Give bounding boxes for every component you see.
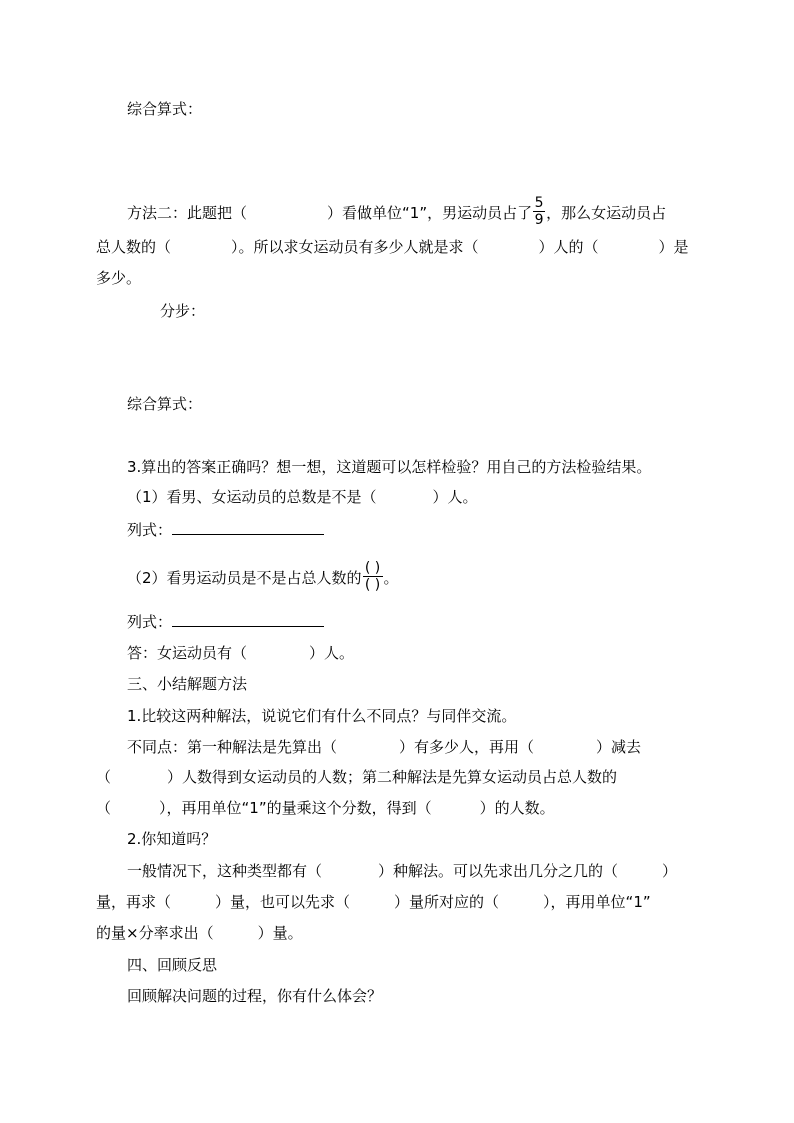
text-seg: ）人。 [309,644,355,662]
formula-underline-field[interactable] [172,520,324,535]
text-seg: ）人。 [432,488,478,506]
method-two-text-c: ，那么女运动员占 [546,204,667,222]
difference-line-1 [127,737,641,757]
did-you-know-line-1 [127,861,677,881]
text-seg: 量，再求（ [96,893,172,911]
text-seg: ）有多少人，再用（ [399,738,535,756]
blank-fraction[interactable] [363,561,383,592]
text-seg: 答：女运动员有（ [127,644,248,662]
formula-underline-field[interactable] [172,612,324,627]
section-3-heading: 三、小结解题方法 [127,675,248,693]
text-seg: ）。所以求女运动员有多少人就是求（ [231,238,479,256]
difference-line-3 [96,798,555,818]
text-seg: （ [96,799,112,817]
text-seg: ），再用单位“1” [543,893,651,911]
section-4-heading: 四、回顾反思 [127,956,218,974]
text-seg: ）人数得到女运动员的人数；第二种解法是先算女运动员占总人数的 [167,768,618,786]
formula-line-2 [127,612,324,632]
fraction-denominator: 9 [534,212,544,228]
text-seg: 总人数的（ [96,238,172,256]
text-seg: ）的人数。 [479,799,555,817]
text-seg: 。 [383,569,399,587]
did-you-know-line-3 [96,923,303,943]
text-seg: （1）看男、女运动员的总数是不是（ [127,488,377,506]
text-seg: （ [96,768,112,786]
fraction-denominator-blank: ( ) [364,577,381,593]
answer-line [127,643,354,663]
text-seg: ）是 [658,238,689,256]
fraction-five-ninths [533,196,545,227]
text-seg: （2）看男运动员是不是占总人数的 [127,569,362,587]
fraction-numerator-blank: ( ) [364,560,381,576]
method-two-text-b: ）看做单位“1”，男运动员占了 [327,204,533,222]
method-two-line-3: 多少。 [96,269,142,287]
formula-label: 列式： [127,613,173,631]
text-seg: ）种解法。可以先求出几分之几的（ [378,862,619,880]
did-you-know-line-2 [96,892,651,912]
method-two-text-a: 方法二：此题把（ [127,204,248,222]
check-item-1 [127,487,478,507]
text-seg: ）量，也可以先求（ [215,893,351,911]
reflection-question: 回顾解决问题的过程，你有什么体会？ [127,987,383,1005]
check-item-2 [127,560,399,594]
text-seg: ） [662,862,678,880]
text-seg: ）量。 [257,924,303,942]
comprehensive-formula-label-1: 综合算式： [127,100,203,118]
text-seg: ）量所对应的（ [394,893,500,911]
text-seg: 一般情况下，这种类型都有（ [127,862,323,880]
comprehensive-formula-label-2: 综合算式： [127,395,203,413]
step-by-step-label: 分步： [160,302,206,320]
difference-line-2 [96,767,617,787]
method-two-line [127,195,667,229]
text-seg: 的量×分率求出（ [96,924,214,942]
question-3-heading: 3.算出的答案正确吗？想一想，这道题可以怎样检验？用自己的方法检验结果。 [127,458,652,476]
did-you-know-heading: 2.你知道吗？ [127,830,217,848]
formula-label: 列式： [127,521,173,539]
text-seg: ）减去 [596,738,642,756]
summary-question-1: 1.比较这两种解法，说说它们有什么不同点？与同伴交流。 [127,707,517,725]
text-seg: ），再用单位“1”的量乘这个分数，得到（ [159,799,432,817]
text-seg: ）人的（ [538,238,599,256]
formula-line-1 [127,520,324,540]
method-two-line-2 [96,237,689,257]
fraction-numerator: 5 [534,195,544,211]
text-seg: 不同点：第一种解法是先算出（ [127,738,338,756]
